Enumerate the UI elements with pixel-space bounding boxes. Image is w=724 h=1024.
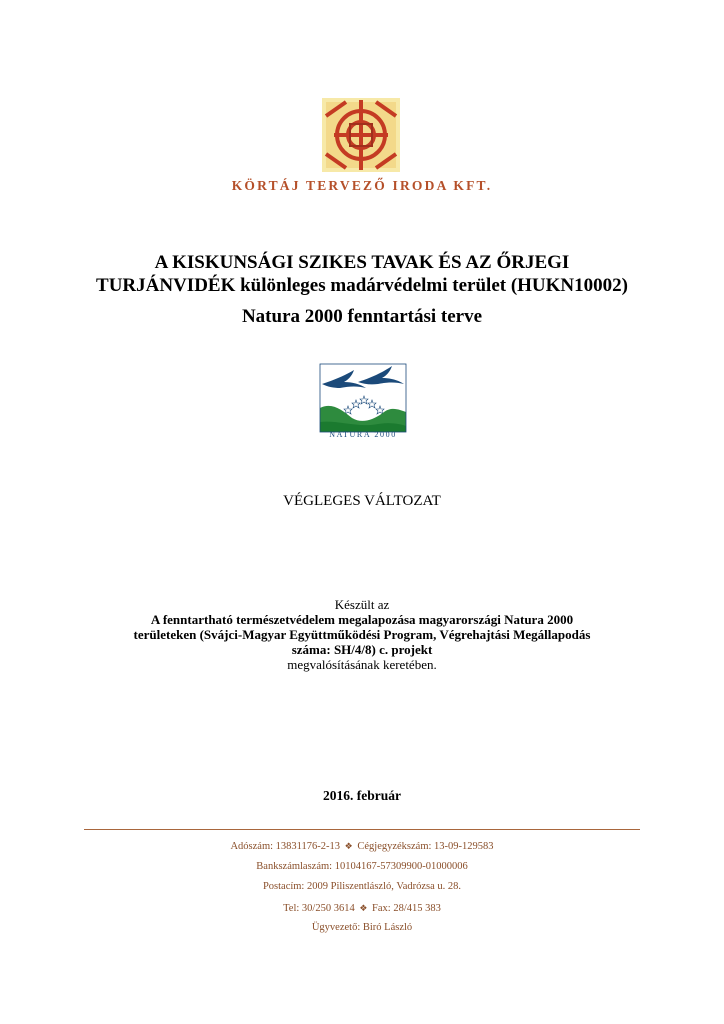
title-line-2: TURJÁNVIDÉK különleges madárvédelmi terület (HUKN10002) xyxy=(96,275,628,296)
document-subtitle: Natura 2000 fenntartási terve xyxy=(241,306,483,327)
postal-address: Postacím: 2009 Piliszentlászló, Vadrózsa u. 28. xyxy=(262,881,462,893)
separator-icon: ❖ xyxy=(359,902,368,913)
footer xyxy=(0,836,724,939)
title-line-1: A KISKUNSÁGI SZIKES TAVAK ÉS AZ ŐRJEGI xyxy=(154,252,570,273)
company-registration: Cégjegyzékszám: 13-09-129583 xyxy=(357,841,494,852)
document-title xyxy=(60,251,664,297)
prepared-intro: Készült az xyxy=(334,597,390,612)
version-label: VÉGLEGES VÁLTOZAT xyxy=(283,493,441,509)
separator-icon: ❖ xyxy=(344,841,353,851)
manager: Ügyvezető: Biró László xyxy=(311,922,413,934)
footer-line-ids xyxy=(0,836,724,857)
company-logo xyxy=(316,94,406,176)
footer-divider xyxy=(84,829,640,830)
phone: Tel: 30/250 3614 xyxy=(283,902,355,914)
document-date: 2016. február xyxy=(323,788,401,803)
project-line-3: száma: SH/4/8) c. projekt xyxy=(291,642,433,657)
tax-id: Adószám: 13831176-2-13 xyxy=(230,841,341,852)
company-name: KÖRTÁJ TERVEZŐ IRODA KFT. xyxy=(231,178,493,193)
project-line-2: területeken (Svájci-Magyar Együttműködési Program, Végrehajtási Megállapodás xyxy=(133,627,591,642)
footer-line-contact xyxy=(0,898,724,919)
natura-logo-text: NATURA 2000 xyxy=(329,430,397,439)
project-line-1: A fenntartható természetvédelem megalapozása magyarországi Natura 2000 xyxy=(150,612,574,627)
prepared-outro: megvalósításának keretében. xyxy=(287,657,437,672)
prepared-statement xyxy=(60,597,664,672)
fax: Fax: 28/415 383 xyxy=(372,902,441,914)
bank-account: Bankszámlaszám: 10104167-57309900-01000006 xyxy=(256,860,468,872)
